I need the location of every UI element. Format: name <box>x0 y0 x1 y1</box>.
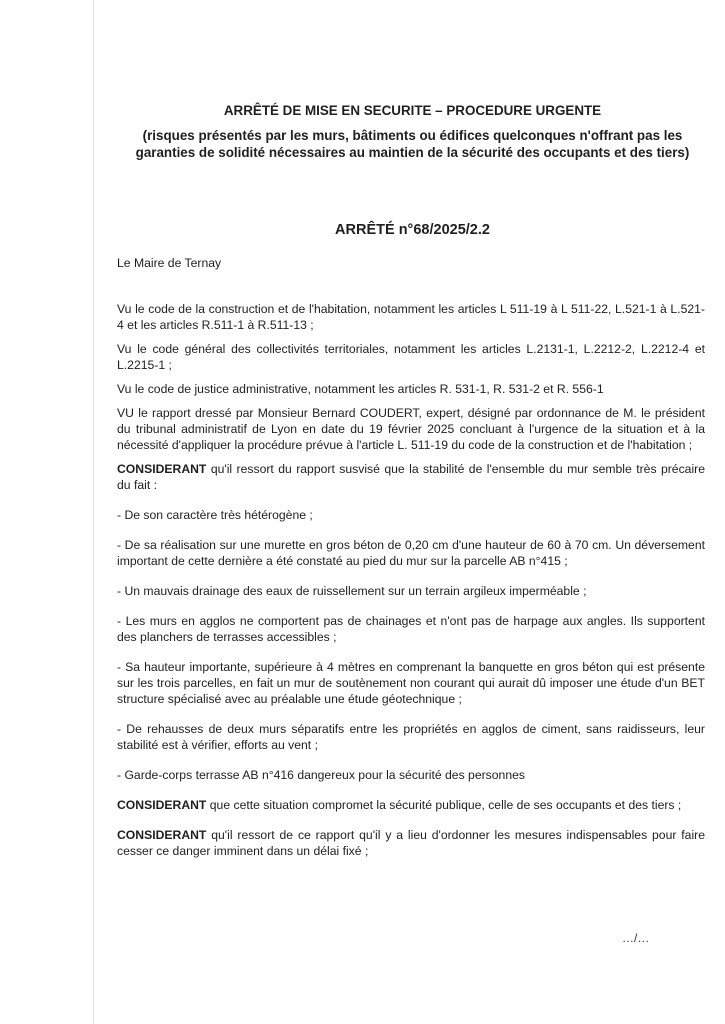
vu-paragraph: Vu le code général des collectivités territoriales, notamment les articles L.2131-1, L.2212-2, L.2212-4 et L.2215-1 ; <box>117 342 705 372</box>
considerant-text: que cette situation compromet la sécurité publique, celle de ses occupants et des tiers ; <box>206 798 682 812</box>
considerant-paragraph <box>117 461 705 493</box>
vu-paragraph: Vu le code de justice administrative, notamment les articles R. 531-1, R. 531-2 et R. 556-1 <box>117 382 604 396</box>
list-item: - Un mauvais drainage des eaux de ruissellement sur un terrain argileux imperméable ; <box>117 584 587 598</box>
considerant-keyword: CONSIDERANT <box>117 462 207 476</box>
vu-paragraph: Vu le code de la construction et de l'habitation, notamment les articles L 511-19 à L 511-22, L.521-1 à L.521-4 et les articles R.511-1 à R.511-13 ; <box>117 302 705 332</box>
vu-paragraph: VU le rapport dressé par Monsieur Bernard COUDERT, expert, désigné par ordonnance de M. le président du tribunal administratif de Lyon en date du 19 février 2025 concluant à l'urgence de la situation et à la nécessité d'appliquer la procédure prévue à l'article L. 511-19 du code de la construction et de l'habitation ; <box>117 406 705 452</box>
document-subtitle: (risques présentés par les murs, bâtiments ou édifices quelconques n'offrant pas les garanties de solidité nécessaires au maintien de la sécurité des occupants et des tiers) <box>135 128 690 160</box>
list-item: - De sa réalisation sur une murette en gros béton de 0,20 cm d'une hauteur de 60 à 70 cm. Un déversement important de cette dernière a été constaté au pied du mur sur la parcelle AB n°415 ; <box>117 538 705 568</box>
mayor-line: Le Maire de Ternay <box>117 256 222 270</box>
document-title: ARRÊTÉ DE MISE EN SECURITE – PROCEDURE URGENTE <box>223 103 602 118</box>
list-item: - De son caractère très hétérogène ; <box>117 508 313 522</box>
page-continuation-mark: …/… <box>622 931 650 945</box>
considerant-keyword: CONSIDERANT <box>117 798 207 812</box>
considerant-text: qu'il ressort du rapport susvisé que la stabilité de l'ensemble du mur semble très précaire du fait : <box>117 462 705 492</box>
list-item: - Les murs en agglos ne comportent pas de chainages et n'ont pas de harpage aux angles. Ils supportent des planchers de terrasses accessibles ; <box>117 614 705 644</box>
scan-edge-line <box>93 0 94 1024</box>
considerant-paragraph <box>117 797 705 813</box>
considerant-keyword: CONSIDERANT <box>117 828 207 842</box>
considerant-text: qu'il ressort de ce rapport qu'il y a lieu d'ordonner les mesures indispensables pour faire cesser ce danger imminent dans un délai fixé ; <box>117 828 705 858</box>
considerant-paragraph <box>117 827 705 859</box>
list-item: - Sa hauteur importante, supérieure à 4 mètres en comprenant la banquette en gros béton qui est présente sur les trois parcelles, en fait un mur de soutènement non courant qui aurait dû imposer une étude d'un BET structure spécialisé avec au préalable une étude géotechnique ; <box>117 660 705 706</box>
list-item: - De rehausses de deux murs séparatifs entre les propriétés en agglos de ciment, sans raidisseurs, leur stabilité est à vérifier, efforts au vent ; <box>117 722 705 752</box>
list-item: - Garde-corps terrasse AB n°416 dangereux pour la sécurité des personnes <box>117 768 525 782</box>
arrete-number: ARRÊTÉ n°68/2025/2.2 <box>335 222 490 238</box>
document-body <box>117 255 705 859</box>
